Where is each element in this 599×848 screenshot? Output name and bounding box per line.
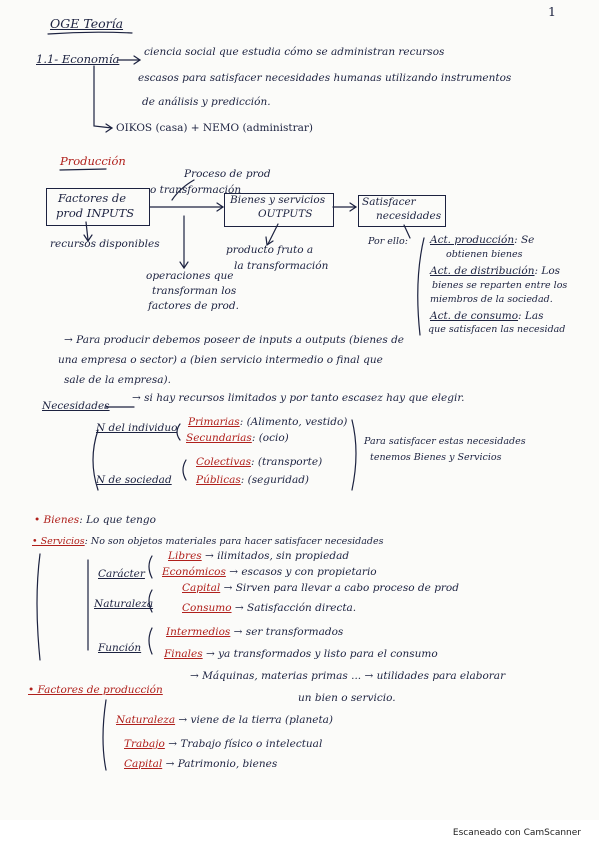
bracket	[183, 460, 186, 480]
nec-colectivas	[196, 456, 322, 468]
bienes-line1: Bienes y servicios	[230, 194, 326, 206]
capital-row	[182, 582, 459, 594]
nec-publicas	[196, 474, 309, 486]
servicios-item	[32, 536, 384, 547]
act2-line2: bienes se reparten entre los	[432, 280, 568, 291]
recursos-text: recursos disponibles	[50, 238, 160, 250]
inputs-note-line2: una empresa o sector) a (bien servicio intermedio o final que	[58, 354, 383, 366]
act3-line1	[430, 310, 544, 322]
naturaleza-label: Naturaleza	[94, 598, 154, 610]
servicios-label: • Servicios	[32, 536, 85, 547]
economicos-def: → escasos y con propietario	[229, 566, 377, 578]
bienes-label: • Bienes	[34, 514, 80, 526]
proceso-line2: o transformación	[150, 184, 242, 196]
page-title: OGE Teoría	[50, 16, 124, 31]
proceso-line1: Proceso de prod	[184, 168, 271, 180]
nec-secundarias	[186, 432, 289, 444]
act2-line1	[430, 265, 560, 277]
primarias-example: : (Alimento, vestido)	[239, 416, 348, 428]
economia-etymology: OIKOS (casa) + NEMO (administrar)	[116, 122, 313, 134]
economia-def-line3: de análisis y predicción.	[142, 96, 271, 108]
bracket	[352, 420, 356, 490]
intermedios-def: → ser transformados	[233, 626, 344, 638]
fact-capital-row	[124, 758, 277, 770]
title-underline	[48, 32, 132, 34]
act3-line2: que satisfacen las necesidad	[428, 324, 566, 335]
act1-tail: : Se	[514, 234, 535, 246]
page-number: 1	[548, 4, 556, 19]
factores-line2: prod INPUTS	[56, 206, 135, 220]
colectivas-label: Colectivas	[196, 456, 251, 468]
secundarias-label: Secundarias	[186, 432, 252, 444]
satisfacer-note-line2: tenemos Bienes y Servicios	[370, 452, 502, 463]
capital-label: Capital	[182, 582, 221, 594]
bracket	[149, 556, 152, 578]
operaciones-line3: factores de prod.	[148, 300, 239, 312]
consumo-row	[182, 602, 356, 614]
act1-line2: obtienen bienes	[446, 249, 523, 260]
por-ello: Por ello:	[368, 236, 408, 247]
producto-line2: la transformación	[234, 260, 329, 272]
produccion-heading: Producción	[60, 154, 126, 168]
caracter-label: Carácter	[98, 568, 145, 580]
finales-label: Finales	[164, 648, 203, 660]
inputs-note-line1: → Para producir debemos poseer de inputs a outputs (bienes de	[64, 334, 405, 346]
act2-head: Act. de distribución	[430, 265, 535, 277]
economicos-label: Económicos	[162, 566, 226, 578]
act1-head: Act. producción	[430, 234, 515, 246]
economia-def-line2: escasos para satisfacer necesidades humanas utilizando instrumentos	[138, 72, 512, 84]
economia-label: 1.1- Economía	[36, 52, 120, 66]
factores-heading: • Factores de producción	[28, 684, 163, 696]
consumo-label: Consumo	[182, 602, 232, 614]
consumo-def: → Satisfacción directa.	[234, 602, 357, 614]
bienes-line2: OUTPUTS	[258, 208, 313, 220]
economicos-row	[162, 566, 377, 578]
publicas-example: : (seguridad)	[240, 474, 310, 486]
fact-trabajo-row	[124, 738, 322, 750]
satisfacer-line1: Satisfacer	[362, 196, 416, 208]
capital-def: → Sirven para llevar a cabo proceso de prod	[223, 582, 459, 594]
libres-label: Libres	[168, 550, 202, 562]
bienes-item	[34, 514, 156, 526]
intermedios-label: Intermedios	[166, 626, 231, 638]
libres-row	[168, 550, 349, 562]
fact-trabajo-label: Trabajo	[124, 738, 165, 750]
bracket	[149, 628, 152, 654]
colectivas-example: : (transporte)	[250, 456, 323, 468]
necesidades-heading: Necesidades	[42, 400, 110, 412]
scanner-watermark: Escaneado con CamScanner	[452, 828, 581, 838]
heading-underline	[60, 169, 106, 170]
finales-def: → ya transformados y listo para el consumo	[205, 648, 438, 660]
libres-def: → ilimitados, sin propiedad	[205, 550, 350, 562]
secundarias-example: : (ocio)	[251, 432, 289, 444]
act1-line1	[430, 234, 534, 246]
nec-sociedad: N de sociedad	[96, 474, 172, 486]
act2-tail: : Los	[534, 265, 561, 277]
fact-capital-def: → Patrimonio, bienes	[165, 758, 278, 770]
operaciones-line1: operaciones que	[146, 270, 234, 282]
nec-individuo: N del individuo	[96, 422, 178, 434]
bienes-def: : Lo que tengo	[79, 514, 156, 526]
fact-naturaleza-row	[116, 714, 333, 726]
bracket	[418, 238, 424, 335]
fact-naturaleza-label: Naturaleza	[116, 714, 176, 726]
satisfacer-line2: necesidades	[376, 210, 442, 222]
economia-def-line1: ciencia social que estudia cómo se administran recursos	[144, 46, 445, 58]
fact-naturaleza-def: → viene de la tierra (planeta)	[178, 714, 334, 726]
escasez-text: → si hay recursos limitados y por tanto escasez hay que elegir.	[132, 392, 465, 404]
fact-trabajo-def: → Trabajo físico o intelectual	[168, 738, 323, 750]
factores-line1: Factores de	[58, 191, 127, 205]
producto-line1: producto fruto a	[226, 244, 314, 256]
bracket	[94, 66, 112, 128]
publicas-label: Públicas	[196, 474, 241, 486]
primarias-label: Primarias	[188, 416, 240, 428]
bracket	[103, 700, 106, 770]
factores-def-line2: un bien o servicio.	[298, 692, 396, 704]
act2-line3: miembros de la sociedad.	[430, 294, 553, 305]
finales-row	[164, 648, 438, 660]
act3-head: Act. de consumo	[430, 310, 519, 322]
operaciones-line2: transforman los	[152, 285, 237, 297]
intermedios-row	[166, 626, 343, 638]
funcion-label: Función	[98, 642, 142, 654]
fact-capital-label: Capital	[124, 758, 163, 770]
satisfacer-note-line1: Para satisfacer estas necesidades	[364, 436, 526, 447]
bracket	[37, 554, 40, 660]
act3-tail: : Las	[518, 310, 544, 322]
factores-def-line1: → Máquinas, materias primas ... → utilidades para elaborar	[190, 670, 506, 682]
servicios-def: : No son objetos materiales para hacer satisfacer necesidades	[84, 536, 384, 547]
nec-primarias	[188, 416, 347, 428]
inputs-note-line3: sale de la empresa).	[64, 374, 171, 386]
